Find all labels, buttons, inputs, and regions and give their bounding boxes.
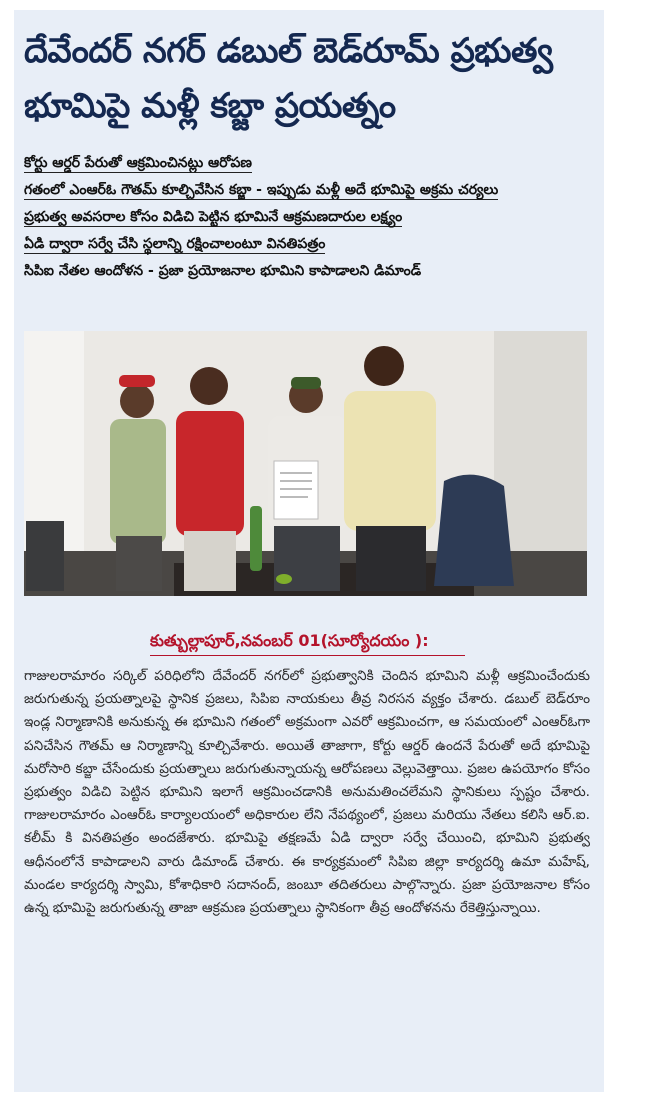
dateline-underline [150, 655, 465, 656]
subheadline-item: సిపిఐ నేతల ఆందోళన - ప్రజా ప్రయోజనాల భూమిని కాపాడాలని డిమాండ్ [24, 263, 422, 279]
news-photo [24, 331, 587, 596]
subheadline-list [24, 150, 594, 285]
article-body: గాజులరామారం సర్కిల్ పరిధిలోని దేవేందర్ నగర్‌లో ప్రభుత్వానికి చెందిన భూమిని మళ్లీ ఆక్రమించేందుకు జరుగుతున్న ప్రయత్నాలపై స్థానిక ప్రజలు, సిపిఐ నాయకులు తీవ్ర నిరసన వ్యక్తం చేశారు. డబుల్ బెడ్‌రూం ఇండ్ల నిర్మాణానికి అనుకున్న ఈ భూమిని గతంలో అక్రమంగా ఎవరో ఆక్రమించగా, ఆ సమయంలో ఎంఆర్‌ఓగా పనిచేసిన గౌతమ్ ఆ నిర్మాణాన్ని కూల్చివేశారు. అయితే తాజాగా, కోర్టు ఆర్డర్ ఉందనే పేరుతో అదే భూమిపై మరోసారి కబ్జా చేసేందుకు ప్రయత్నాలు జరుగుతున్నాయన్న ఆరోపణలు వెల్లువెత్తాయి. ప్రజల ఉపయోగం కోసం ప్రభుత్వం విడిచి పెట్టిన భూమిని ఇలాగే ఆక్రమించడానికి అనుమతించలేమని స్థానికులు స్పష్టం చేశారు. గాజులరామారం ఎంఆర్‌ఓ కార్యాలయంలో అధికారుల లేని నేపథ్యంలో, ప్రజలు మరియు నేతలు కలిసి ఆర్.ఐ. కలీమ్ కి వినతిపత్రం అందజేశారు. భూమిపై తక్షణమే ఏడి ద్వారా సర్వే చేయించి, భూమిని ప్రభుత్వ ఆధీనంలోనే కాపాడాలని వారు డిమాండ్ చేశారు. ఈ కార్యక్రమంలో సిపిఐ జిల్లా కార్యదర్శి ఉమా మహేష్, మండల కార్యదర్శి స్వామి, కోశాధికారి సదానంద్, జంబూ తదితరులు పాల్గొన్నారు. ప్రజా ప్రయోజనాల కోసం ఉన్న భూమిపై జరుగుతున్న తాజా ఆక్రమణ ప్రయత్నాలు స్థానికంగా తీవ్ర ఆందోళనను రేకెత్తిస్తున్నాయి. [24, 668, 590, 917]
subheadline-item: గతంలో ఎంఆర్‌ఓ గౌతమ్ కూల్చివేసిన కబ్జా - ఇప్పుడు మళ్లీ అదే భూమిపై అక్రమ చర్యలు [24, 182, 499, 198]
dateline: కుత్బుల్లాపూర్,నవంబర్ 01(సూర్యోదయం ): [150, 631, 429, 650]
subheadline-item: కోర్టు ఆర్డర్ పేరుతో ఆక్రమించినట్లు ఆరోపణ [24, 155, 252, 171]
article-headline: దేవేందర్ నగర్ డబుల్ బెడ్‌రూమ్ ప్రభుత్వ భూమిపై మళ్లీ కబ్జా ప్రయత్నం [24, 31, 553, 126]
news-photo-illustration [24, 331, 587, 596]
subheadline-item: ప్రభుత్వ అవసరాల కోసం విడిచి పెట్టిన భూమినే ఆక్రమణదారుల లక్ష్యం [24, 209, 403, 225]
subheadline-item: ఏడి ద్వారా సర్వే చేసి స్థలాన్ని రక్షించాలంటూ వినతిపత్రం [24, 236, 326, 252]
